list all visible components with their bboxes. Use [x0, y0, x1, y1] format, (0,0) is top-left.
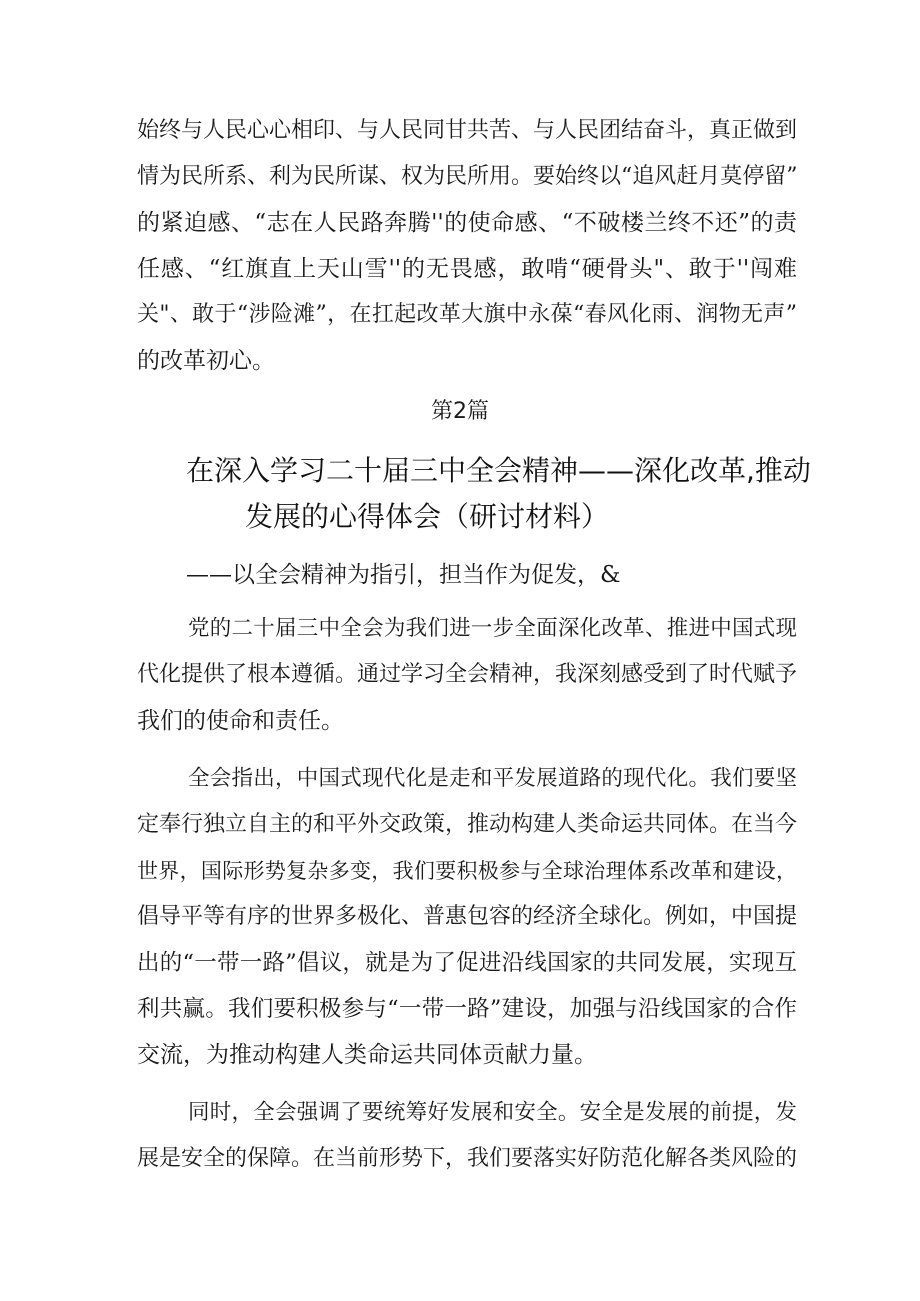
- subtitle: ——以全会精神为指引，担当作为促发，&: [186, 562, 621, 588]
- text-line: 倡导平等有序的世界多极化、普惠包容的经济全球化。例如，中国提: [137, 904, 798, 929]
- text-line: 始终与人民心心相印、与人民同甘共苦、与人民团结奋斗，真正做到: [137, 118, 798, 143]
- text-line: 情为民所系、利为民所谋、权为民所用。要始终以“追风赶月莫停留”: [137, 164, 798, 189]
- text-line: 世界，国际形势复杂多变，我们要积极参与全球治理体系改革和建设，: [137, 859, 797, 883]
- page-title-line-2: 发展的心得体会（研讨材料）: [245, 500, 610, 533]
- text-line: 定奉行独立自主的和平外交政策，推动构建人类命运共同体。在当今: [137, 812, 798, 837]
- text-line: 同时，全会强调了要统筹好发展和安全。安全是发展的前提，发: [188, 1100, 797, 1125]
- text-line: 关"、敢于“涉险滩”，在扛起改革大旗中永葆“春风化雨、润物无声”: [137, 302, 797, 327]
- text-line: 出的“一带一路”倡议，就是为了促进沿线国家的共同发展，实现互: [137, 950, 797, 976]
- text-line: 交流，为推动构建人类命运共同体贡献力量。: [137, 1042, 597, 1068]
- text-line: 利共赢。我们要积极参与“一带一路”建设，加强与沿线国家的合作: [137, 996, 797, 1022]
- text-line: 任感、“红旗直上天山雪''的无畏感，敢啃“硬骨头"、敢于''闯难: [137, 256, 797, 282]
- text-line: 的紧迫感、“志在人民路奔腾''的使命感、“不破楼兰终不还”的责: [137, 210, 797, 236]
- section-label: 第2篇: [431, 399, 489, 424]
- text-line: 党的二十届三中全会为我们进一步全面深化改革、推进中国式现: [188, 616, 797, 641]
- text-line: 展是安全的保障。在当前形势下，我们要落实好防范化解各类风险的: [137, 1146, 798, 1171]
- text-line: 我们的使命和责任。: [137, 708, 344, 734]
- text-line: 的改革初心。: [137, 348, 275, 374]
- text-line: 代化提供了根本遵循。通过学习全会精神，我深刻感受到了时代赋予: [137, 662, 798, 687]
- text-line: 全会指出，中国式现代化是走和平发展道路的现代化。我们要坚: [188, 766, 797, 791]
- page-title-line-1: 在深入学习二十届三中全会精神——深化改革,推动: [186, 454, 811, 487]
